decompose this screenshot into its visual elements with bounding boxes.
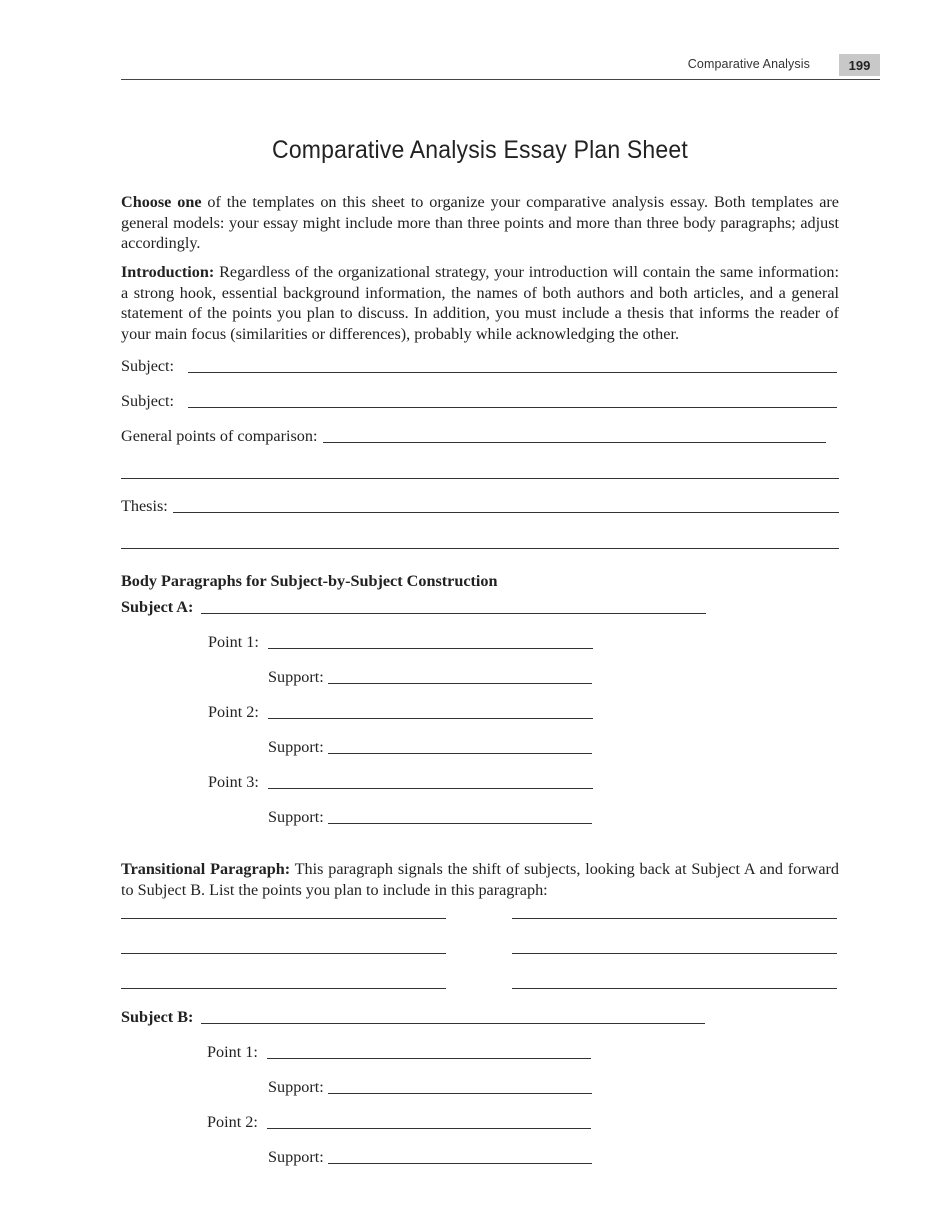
introduction-text: Regardless of the organizational strategy, your introduction will contain the same information: a strong hook, essential background information, the names of both authors and both articles, and a general statement of the points you plan to discuss. In addition, you must include a thesis that informs the reader of your main focus (similarities or differences), probably while acknowledging the other. (121, 263, 839, 343)
subject-b-field[interactable] (121, 1008, 705, 1027)
subject-a-point-1[interactable] (208, 633, 593, 652)
support-label: Support: (268, 738, 324, 756)
subject-a-support-3[interactable] (268, 808, 592, 827)
point-blank[interactable] (268, 647, 593, 649)
general-points-blank-2[interactable] (121, 478, 839, 479)
point-label: Point 1: (208, 633, 259, 651)
point-label: Point 3: (208, 773, 259, 791)
running-title: Comparative Analysis (687, 57, 810, 71)
support-blank[interactable] (328, 1162, 592, 1164)
subject-2-field[interactable] (121, 392, 837, 411)
instructions-paragraph (121, 192, 839, 254)
subject-b-support-1[interactable] (268, 1078, 592, 1097)
thesis-label: Thesis: (121, 497, 168, 515)
subject-b-point-2[interactable] (207, 1113, 591, 1132)
introduction-paragraph (121, 262, 839, 344)
support-label: Support: (268, 668, 324, 686)
support-blank[interactable] (328, 752, 592, 754)
body-section-heading: Body Paragraphs for Subject-by-Subject Construction (121, 572, 498, 590)
subject-2-label: Subject: (121, 392, 175, 410)
point-label: Point 1: (207, 1043, 258, 1061)
transition-paragraph (121, 859, 839, 900)
thesis-blank[interactable] (173, 511, 839, 513)
transition-blank-left-2[interactable] (121, 953, 446, 954)
point-blank[interactable] (267, 1127, 591, 1129)
subject-a-label: Subject A: (121, 598, 194, 616)
subject-a-point-3[interactable] (208, 773, 593, 792)
point-label: Point 2: (208, 703, 259, 721)
general-points-label: General points of comparison: (121, 427, 318, 445)
subject-2-blank[interactable] (188, 406, 837, 408)
point-blank[interactable] (267, 1057, 591, 1059)
subject-b-support-2[interactable] (268, 1148, 592, 1167)
subject-a-field[interactable] (121, 598, 706, 617)
transition-blank-left-3[interactable] (121, 988, 446, 989)
subject-a-blank[interactable] (201, 612, 706, 614)
support-label: Support: (268, 1148, 324, 1166)
support-blank[interactable] (328, 822, 592, 824)
point-blank[interactable] (268, 787, 593, 789)
transition-lead: Transitional Paragraph: (121, 860, 291, 878)
transition-blank-right-3[interactable] (512, 988, 837, 989)
subject-b-blank[interactable] (201, 1022, 705, 1024)
support-label: Support: (268, 1078, 324, 1096)
subject-a-point-2[interactable] (208, 703, 593, 722)
page-number: 199 (839, 54, 880, 76)
instructions-lead: Choose one (121, 193, 202, 211)
point-label: Point 2: (207, 1113, 258, 1131)
subject-a-support-2[interactable] (268, 738, 592, 757)
support-blank[interactable] (328, 682, 592, 684)
general-points-field[interactable] (121, 427, 826, 446)
transition-blank-right-2[interactable] (512, 953, 837, 954)
instructions-text: of the templates on this sheet to organize your comparative analysis essay. Both templates are general models: your essay might include more than three points and more than three body paragraphs; adjust accordingly. (121, 193, 839, 252)
transition-blank-left-1[interactable] (121, 918, 446, 919)
thesis-field[interactable] (121, 497, 839, 516)
point-blank[interactable] (268, 717, 593, 719)
subject-1-field[interactable] (121, 357, 837, 376)
introduction-lead: Introduction: (121, 263, 215, 281)
subject-b-point-1[interactable] (207, 1043, 591, 1062)
support-blank[interactable] (328, 1092, 592, 1094)
header-rule (121, 79, 880, 80)
general-points-blank[interactable] (323, 441, 826, 443)
transition-blank-right-1[interactable] (512, 918, 837, 919)
subject-1-blank[interactable] (188, 371, 837, 373)
page-title: Comparative Analysis Essay Plan Sheet (272, 136, 688, 164)
transition-text: This paragraph signals the shift of subjects, looking back at Subject A and forward to Subject B. List the points you plan to include in this paragraph: (121, 860, 840, 899)
subject-a-support-1[interactable] (268, 668, 592, 687)
subject-1-label: Subject: (121, 357, 175, 375)
subject-b-label: Subject B: (121, 1008, 194, 1026)
thesis-blank-2[interactable] (121, 548, 839, 549)
support-label: Support: (268, 808, 324, 826)
